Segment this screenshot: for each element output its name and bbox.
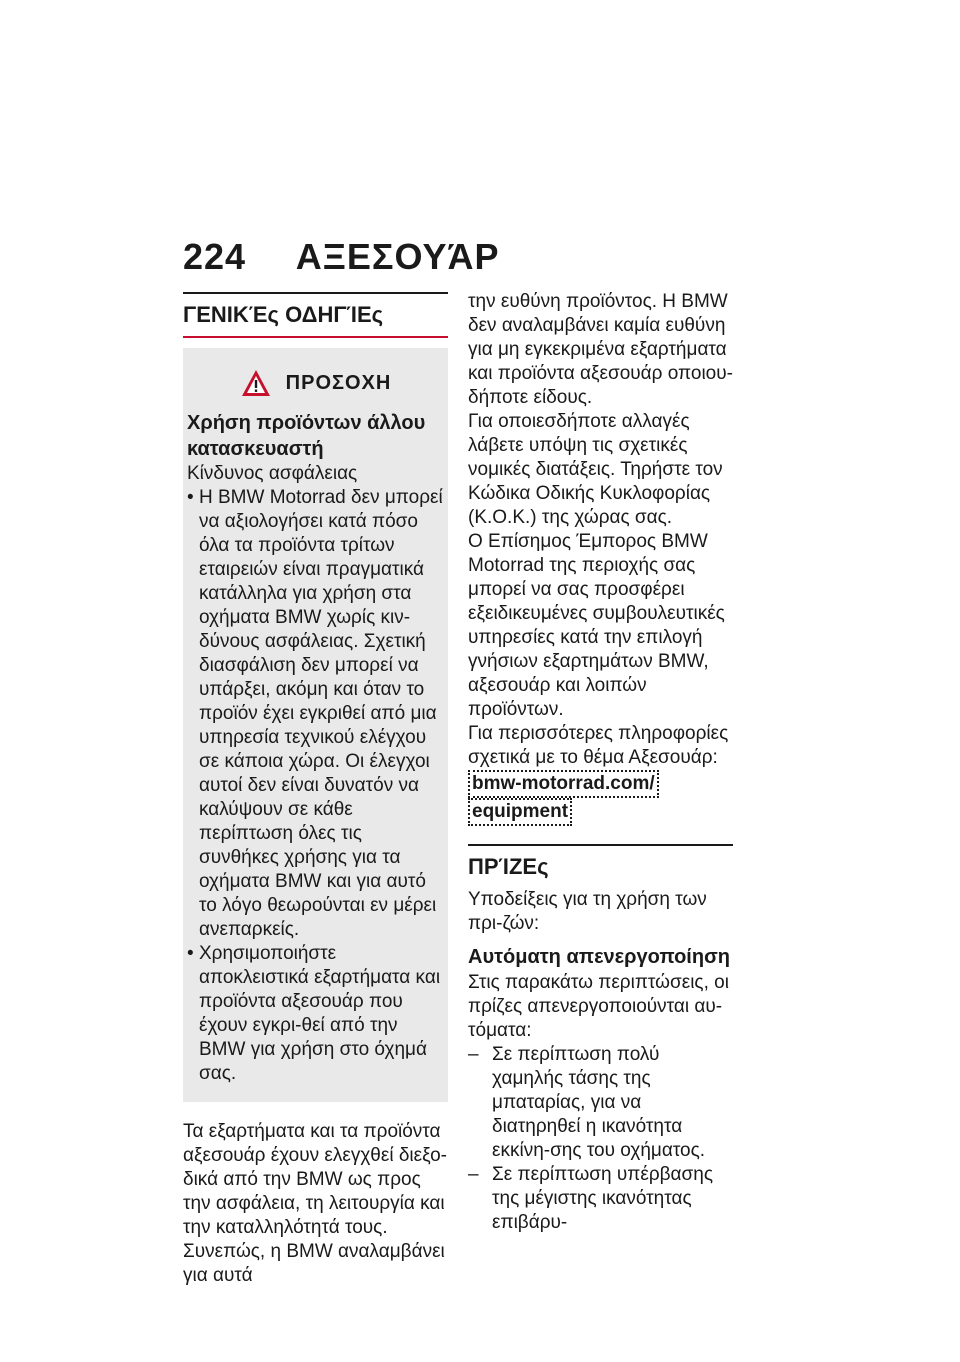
warning-rule <box>183 336 448 338</box>
accessories-link-line-2[interactable]: equipment <box>468 798 572 826</box>
right-column <box>468 290 733 1235</box>
sockets-text: Στις παρακάτω περιπτώσεις, οι πρίζες απενεργοποιούνται αυ-τόματα: <box>468 972 729 1041</box>
accessories-link[interactable] <box>468 770 733 826</box>
warning-risk: Κίνδυνος ασφάλειας <box>187 463 358 484</box>
list-item: – Σε περίπτωση υπέρβασης της μέγιστης ικανότητας επιβάρυ- <box>468 1163 733 1235</box>
warning-bullets <box>187 486 444 1086</box>
body-paragraph: Τα εξαρτήματα και τα προϊόντα αξεσουάρ έχουν ελεγχθεί διεξο-δικά από την BMW ως προς την ασφάλεια, τη λειτουργία και την καταλληλότητά τους. Συνεπώς, η BMW αναλαμβάνει για αυτά <box>183 1121 447 1286</box>
section-rule <box>468 844 733 846</box>
warning-header <box>187 368 444 398</box>
body-paragraph: Ο Επίσημος Έμπορος BMW Motorrad της περιοχής σας μπορεί να σας προσφέρει εξειδικευμένες συμβουλευτικές υπηρεσίες κατά την επιλογή γνήσιων εξαρτημάτων BMW, αξεσουάρ και λοιπών προϊόντων. <box>468 531 725 720</box>
sockets-intro: Υποδείξεις για τη χρήση των πρι-ζών: <box>468 889 707 934</box>
warning-bullet: • Η BMW Motorrad δεν μπορεί να αξιολογήσει κατά πόσο όλα τα προϊόντα τρίτων εταιρειών είναι πραγματικά κατάλληλα για χρήση στα οχήματα BMW χωρίς κιν-δύνους ασφάλειας. Σχετική διασφάλιση δεν μπορεί να υπάρξει, ακόμη και όταν το προϊόν έχει εγκριθεί από μια υπηρεσία τεχνικού ελέγχου σε κάποια χώρα. Οι έλεγχοι αυτοί δεν είναι δυνατόν να καλύψουν σε κάθε περίπτωση όλες τις συνθήκες χρήσης για τα οχήματα BMW και για αυτό το λόγο θεωρούνται εν μέρει ανεπαρκείς. <box>187 486 444 942</box>
warning-triangle-icon <box>240 368 272 398</box>
warning-box <box>183 348 448 1102</box>
section-heading-sockets: ΠΡΊΖΕς <box>468 854 549 879</box>
warning-bullet: • Χρησιμοποιήστε αποκλειστικά εξαρτήματα και προϊόντα αξεσουάρ που έχουν εγκρι-θεί από την BMW για χρήση στο όχημά σας. <box>187 942 444 1086</box>
body-paragraph: Για οποιεσδήποτε αλλαγές λάβετε υπόψη τις σχετικές νομικές διατάξεις. Τηρήστε τον Κώδικα Οδικής Κυκλοφορίας (Κ.Ο.Κ.) της χώρας σας. <box>468 411 723 528</box>
chapter-title: ΑΞΕΣΟΥΆΡ <box>295 236 500 277</box>
sockets-list <box>468 1043 733 1235</box>
accessories-link-line-1[interactable]: bmw-motorrad.com/ <box>468 770 659 798</box>
warning-title: ΠΡΟΣΟΧΗ <box>285 371 392 394</box>
list-item: – Σε περίπτωση πολύ χαμηλής τάσης της μπαταρίας, για να διατηρηθεί η ικανότητα εκκίνη-σης του οχήματος. <box>468 1043 733 1163</box>
section-rule <box>183 292 448 294</box>
left-column <box>183 292 448 1288</box>
body-paragraph: Για περισσότερες πληροφορίες σχετικά με το θέμα Αξεσουάρ: <box>468 723 729 768</box>
warning-subtitle: Χρήση προϊόντων άλλου κατασκευαστή <box>187 412 426 460</box>
page-number: 224 <box>183 236 247 277</box>
page-header <box>183 236 500 278</box>
section-heading-general: ΓΕΝΙΚΈς ΟΔΗΓΊΕς <box>183 302 384 327</box>
sockets-subheading: Αυτόματη απενεργοποίηση <box>468 946 730 968</box>
body-paragraph: την ευθύνη προϊόντος. Η BMW δεν αναλαμβάνει καμία ευθύνη για μη εγκεκριμένα εξαρτήματα και προϊόντα αξεσουάρ οποιου-δήποτε είδους. <box>468 291 733 408</box>
